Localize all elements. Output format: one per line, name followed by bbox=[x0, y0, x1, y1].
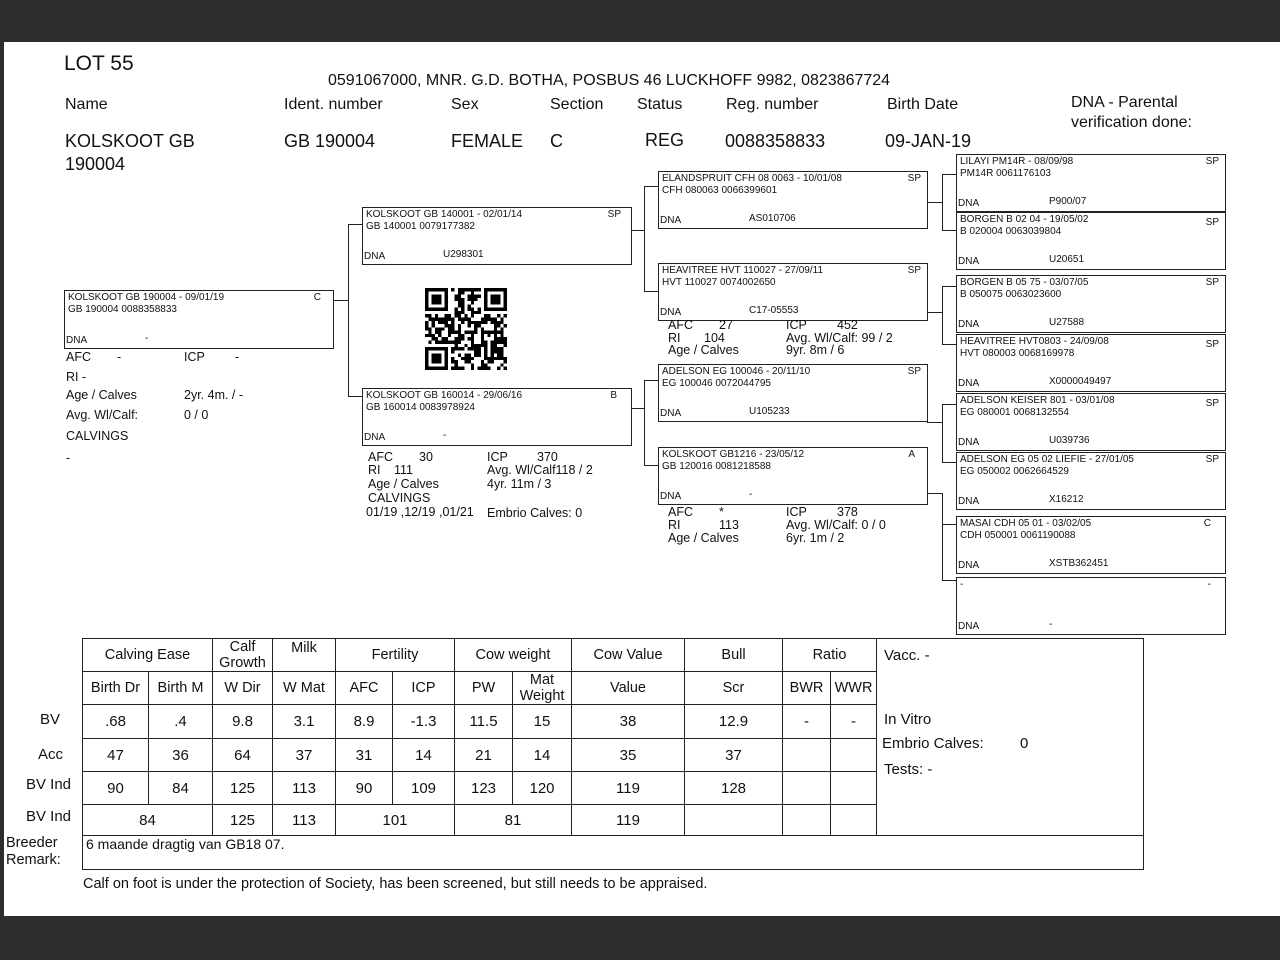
dd-afc-value: * bbox=[719, 505, 724, 519]
dd-avg: Avg. Wl/Calf: 0 / 0 bbox=[786, 518, 886, 532]
bvind-cell bbox=[783, 772, 831, 805]
sire-line2: GB 140001 0079177382 bbox=[366, 221, 475, 232]
gg4-line2: EG 080001 0068132554 bbox=[960, 407, 1069, 418]
sd-ri-label: RI bbox=[668, 331, 681, 345]
label-birth: Birth Date bbox=[887, 96, 959, 113]
sire-line1: KOLSKOOT GB 140001 - 02/01/14 bbox=[366, 209, 523, 220]
subheader-cell: Birth M bbox=[149, 672, 213, 705]
bvind-cell: 128 bbox=[685, 772, 783, 805]
sd-line1: HEAVITREE HVT 110027 - 27/09/11 bbox=[662, 265, 824, 276]
dd-line1: KOLSKOOT GB1216 - 23/05/12 bbox=[662, 449, 805, 460]
dam-ri-label: RI bbox=[368, 463, 381, 477]
gg5-line1: ADELSON EG 05 02 LIEFIE - 27/01/05 bbox=[960, 454, 1134, 465]
certificate-sheet bbox=[4, 42, 1280, 916]
gg5-code: SP bbox=[1205, 454, 1219, 465]
connector bbox=[942, 286, 943, 345]
subheader-cell: Birth Dr bbox=[83, 672, 149, 705]
pedigree-gg-box bbox=[956, 334, 1226, 392]
pedigree-sire-dam-box bbox=[658, 263, 928, 321]
connector bbox=[942, 580, 956, 581]
bv-cell: -1.3 bbox=[393, 705, 455, 739]
gg3-line1: HEAVITREE HVT0803 - 24/09/08 bbox=[960, 336, 1109, 347]
connector bbox=[348, 224, 362, 225]
connector bbox=[942, 174, 943, 231]
acc-cell: 14 bbox=[393, 739, 455, 772]
subheader-cell: AFC bbox=[336, 672, 393, 705]
label-section: Section bbox=[550, 96, 604, 113]
dd-ri-label: RI bbox=[668, 518, 681, 532]
gg0-line2: PM14R 0061176103 bbox=[960, 168, 1051, 179]
pedigree-dam-sire-box bbox=[658, 364, 928, 422]
subheader-cell: WWR bbox=[831, 672, 877, 705]
dam-dna-value: - bbox=[443, 430, 447, 441]
connector bbox=[942, 462, 956, 463]
connector bbox=[644, 380, 645, 466]
sd-age-value: 9yr. 8m / 6 bbox=[786, 343, 845, 357]
hdr-cow-weight: Cow weight bbox=[455, 639, 572, 672]
gg7-dna-label: DNA bbox=[958, 621, 980, 632]
self-line2: GB 190004 0088358833 bbox=[68, 304, 177, 315]
connector bbox=[942, 344, 956, 345]
dam-line1: KOLSKOOT GB 160014 - 29/06/16 bbox=[366, 390, 523, 401]
footer-note: Calf on foot is under the protection of Society, has been screened, but still needs to be appraised. bbox=[83, 876, 708, 892]
dam-afc-value: 30 bbox=[419, 450, 433, 464]
sd-line2: HVT 110027 0074002650 bbox=[662, 277, 776, 288]
self-avg-value: 0 / 0 bbox=[184, 408, 209, 422]
dam-code: B bbox=[610, 390, 617, 401]
connector bbox=[348, 224, 349, 397]
gg5-line2: EG 050002 0062664529 bbox=[960, 466, 1069, 477]
bvind2-calving: 84 bbox=[83, 805, 213, 836]
gg5-dna-label: DNA bbox=[958, 496, 980, 507]
acc-cell: 37 bbox=[685, 739, 783, 772]
dam-afc-label: AFC bbox=[368, 450, 393, 464]
label-dna-1: DNA - Parental bbox=[1071, 94, 1178, 111]
gg4-dna-label: DNA bbox=[958, 437, 980, 448]
connector bbox=[942, 524, 956, 525]
qr-code bbox=[422, 288, 510, 370]
animal-status: REG bbox=[645, 130, 685, 150]
row-label-bv: BV bbox=[40, 711, 61, 728]
gg4-code: SP bbox=[1205, 398, 1219, 409]
sire-code: SP bbox=[607, 209, 621, 220]
sd-age-label: Age / Calves bbox=[668, 343, 739, 357]
ss-dna-label: DNA bbox=[660, 215, 682, 226]
remark-label-1: Breeder bbox=[6, 835, 58, 851]
acc-cell: 35 bbox=[572, 739, 685, 772]
connector bbox=[942, 404, 943, 463]
acc-cell: 47 bbox=[83, 739, 149, 772]
bvind-cell: 120 bbox=[513, 772, 572, 805]
animal-reg: 0088358833 bbox=[725, 131, 826, 151]
acc-cell: 36 bbox=[149, 739, 213, 772]
self-avg-label: Avg. Wl/Calf: bbox=[66, 408, 139, 422]
bvind-cell: 119 bbox=[572, 772, 685, 805]
gg1-dna-value: U20651 bbox=[1049, 254, 1085, 265]
dam-line2: GB 160014 0083978924 bbox=[366, 402, 475, 413]
connector bbox=[942, 230, 956, 231]
gg5-dna-value: X16212 bbox=[1049, 494, 1084, 505]
sd-dna-value: C17-05553 bbox=[749, 305, 799, 316]
sd-code: SP bbox=[907, 265, 921, 276]
pedigree-dam-box bbox=[362, 388, 632, 446]
gg2-dna-value: U27588 bbox=[1049, 317, 1085, 328]
bv-cell: 11.5 bbox=[455, 705, 513, 739]
ss-line2: CFH 080063 0066399601 bbox=[662, 185, 778, 196]
bv-cell: 12.9 bbox=[685, 705, 783, 739]
breeding-values-table bbox=[82, 638, 1144, 870]
bvind-cell: 90 bbox=[336, 772, 393, 805]
connector bbox=[631, 408, 644, 409]
embrio-value: 0 bbox=[1020, 735, 1029, 752]
sd-dna-label: DNA bbox=[660, 307, 682, 318]
gg7-code: - bbox=[1207, 579, 1211, 590]
bv-cell: .68 bbox=[83, 705, 149, 739]
connector bbox=[348, 396, 362, 397]
hdr-fertility: Fertility bbox=[336, 639, 455, 672]
label-reg: Reg. number bbox=[726, 96, 819, 113]
invitro-text: In Vitro bbox=[884, 711, 932, 728]
acc-cell: 31 bbox=[336, 739, 393, 772]
connector bbox=[644, 186, 645, 292]
dam-dna-label: DNA bbox=[364, 432, 386, 443]
gg7-dna-value: - bbox=[1049, 619, 1053, 630]
row-label-bvind: BV Ind bbox=[26, 776, 72, 793]
remark-label-2: Remark: bbox=[6, 852, 61, 868]
pedigree-gg-box bbox=[956, 516, 1226, 574]
subheader-cell: Value bbox=[572, 672, 685, 705]
pedigree-dam-dam-box bbox=[658, 447, 928, 505]
dd-age-value: 6yr. 1m / 2 bbox=[786, 531, 845, 545]
hdr-calving-ease: Calving Ease bbox=[83, 639, 213, 672]
gg4-line1: ADELSON KEISER 801 - 03/01/08 bbox=[960, 395, 1115, 406]
dam-calvings-list: 01/19 ,12/19 ,01/21 bbox=[366, 505, 474, 519]
dd-dna-label: DNA bbox=[660, 491, 682, 502]
dd-dna-value: - bbox=[749, 489, 753, 500]
dam-age-label: Age / Calves bbox=[368, 477, 439, 491]
self-afc-label: AFC bbox=[66, 350, 91, 364]
gg3-dna-label: DNA bbox=[958, 378, 980, 389]
bvind2-wmat: 113 bbox=[273, 805, 336, 836]
connector bbox=[333, 300, 348, 301]
gg3-line2: HVT 080003 0068169978 bbox=[960, 348, 1075, 359]
hdr-bull: Bull bbox=[685, 639, 783, 672]
pedigree-gg-box bbox=[956, 212, 1226, 270]
dam-calvings-label: CALVINGS bbox=[368, 491, 431, 505]
subheader-cell: W Mat bbox=[273, 672, 336, 705]
self-ri: RI - bbox=[66, 370, 87, 384]
ds-code: SP bbox=[907, 366, 921, 377]
bvind2-value: 119 bbox=[572, 805, 685, 836]
animal-sex: FEMALE bbox=[451, 131, 524, 151]
bvind-cell: 90 bbox=[83, 772, 149, 805]
ds-dna-value: U105233 bbox=[749, 406, 790, 417]
connector bbox=[644, 465, 658, 466]
bvind-cell bbox=[831, 772, 877, 805]
bv-cell: 8.9 bbox=[336, 705, 393, 739]
hdr-ratio: Ratio bbox=[783, 639, 877, 672]
pedigree-gg-box bbox=[956, 154, 1226, 212]
dd-age-label: Age / Calves bbox=[668, 531, 739, 545]
bvind-cell: 84 bbox=[149, 772, 213, 805]
gg6-dna-label: DNA bbox=[958, 560, 980, 571]
acc-cell bbox=[783, 739, 831, 772]
acc-cell: 14 bbox=[513, 739, 572, 772]
dd-code: A bbox=[908, 449, 915, 460]
gg2-dna-label: DNA bbox=[958, 319, 980, 330]
self-dna-value: - bbox=[145, 333, 149, 344]
gg6-code: C bbox=[1203, 518, 1211, 529]
gg0-line1: LILAYI PM14R - 08/09/98 bbox=[960, 156, 1074, 167]
self-age-value: 2yr. 4m. / - bbox=[184, 388, 244, 402]
bvind2-fertility: 101 bbox=[336, 805, 455, 836]
acc-cell bbox=[831, 739, 877, 772]
gg2-line2: B 050075 0063023600 bbox=[960, 289, 1062, 300]
subheader-cell: W Dir bbox=[213, 672, 273, 705]
vacc-text: Vacc. - bbox=[884, 647, 930, 664]
dd-icp-label: ICP bbox=[786, 505, 807, 519]
bvind-cell: 113 bbox=[273, 772, 336, 805]
dam-icp-label: ICP bbox=[487, 450, 508, 464]
pedigree-sire-sire-box bbox=[658, 171, 928, 229]
label-status: Status bbox=[637, 96, 683, 113]
gg6-line2: CDH 050001 0061190088 bbox=[960, 530, 1076, 541]
dam-age-value: 4yr. 11m / 3 bbox=[487, 477, 552, 491]
pedigree-gg-box bbox=[956, 393, 1226, 451]
self-code: C bbox=[313, 292, 321, 303]
gg0-dna-label: DNA bbox=[958, 198, 980, 209]
gg7-line1: - bbox=[960, 579, 964, 590]
gg6-dna-value: XSTB362451 bbox=[1049, 558, 1109, 569]
acc-cell: 37 bbox=[273, 739, 336, 772]
animal-birth: 09-JAN-19 bbox=[885, 131, 972, 151]
dam-icp-value: 370 bbox=[537, 450, 558, 464]
bvind2-bull bbox=[685, 805, 783, 836]
subheader-cell: BWR bbox=[783, 672, 831, 705]
ss-dna-value: AS010706 bbox=[749, 213, 796, 224]
self-age-label: Age / Calves bbox=[66, 388, 137, 402]
gg3-dna-value: X0000049497 bbox=[1049, 376, 1112, 387]
self-icp-label: ICP bbox=[184, 350, 205, 364]
self-line1: KOLSKOOT GB 190004 - 09/01/19 bbox=[68, 292, 225, 303]
bvind2-bwr bbox=[783, 805, 831, 836]
acc-cell: 21 bbox=[455, 739, 513, 772]
dd-icp-value: 378 bbox=[837, 505, 858, 519]
pedigree-sire-box bbox=[362, 207, 632, 265]
dd-afc-label: AFC bbox=[668, 505, 693, 519]
gg2-code: SP bbox=[1205, 277, 1219, 288]
ds-dna-label: DNA bbox=[660, 408, 682, 419]
connector bbox=[644, 380, 658, 381]
animal-name-1: KOLSKOOT GB bbox=[65, 131, 195, 151]
hdr-milk: Milk bbox=[273, 639, 336, 672]
bv-cell: 15 bbox=[513, 705, 572, 739]
remark-text: 6 maande dragtig van GB18 07. bbox=[83, 836, 1144, 870]
animal-name-2: 190004 bbox=[65, 154, 126, 174]
bv-cell: .4 bbox=[149, 705, 213, 739]
subheader-cell: PW bbox=[455, 672, 513, 705]
pedigree-gg-box bbox=[956, 452, 1226, 510]
self-icp-value: - bbox=[235, 350, 240, 364]
connector bbox=[644, 186, 658, 187]
dam-ri-value: 111 bbox=[394, 463, 414, 477]
dd-line2: GB 120016 0081218588 bbox=[662, 461, 771, 472]
remark-row bbox=[83, 836, 1144, 870]
connector bbox=[942, 493, 943, 581]
subheader-cell: Scr bbox=[685, 672, 783, 705]
pedigree-gg-box bbox=[956, 275, 1226, 333]
connector bbox=[927, 422, 942, 423]
gg0-dna-value: P900/07 bbox=[1049, 196, 1087, 207]
pedigree-gg-box bbox=[956, 577, 1226, 635]
self-calvings-label: CALVINGS bbox=[66, 429, 129, 443]
label-sex: Sex bbox=[451, 96, 479, 113]
self-dna-label: DNA bbox=[66, 335, 88, 346]
connector bbox=[644, 291, 658, 292]
gg4-dna-value: U039736 bbox=[1049, 435, 1090, 446]
sd-afc-label: AFC bbox=[668, 318, 693, 332]
sire-dna-label: DNA bbox=[364, 251, 386, 262]
gg1-code: SP bbox=[1205, 217, 1219, 228]
self-calvings-value: - bbox=[66, 451, 71, 465]
hdr-cow-value: Cow Value bbox=[572, 639, 685, 672]
bv-cell: - bbox=[783, 705, 831, 739]
subheader-cell: Mat Weight bbox=[513, 672, 572, 705]
dd-ri-value: 113 bbox=[719, 518, 739, 532]
label-dna-2: verification done: bbox=[1071, 114, 1192, 131]
tests-text: Tests: - bbox=[884, 761, 933, 778]
sd-afc-value: 27 bbox=[719, 318, 733, 332]
gg1-dna-label: DNA bbox=[958, 256, 980, 267]
ss-code: SP bbox=[907, 173, 921, 184]
ds-line2: EG 100046 0072044795 bbox=[662, 378, 771, 389]
sd-ri-value: 104 bbox=[704, 331, 725, 345]
row-label-acc: Acc bbox=[38, 746, 64, 763]
bv-cell: - bbox=[831, 705, 877, 739]
sire-dna-value: U298301 bbox=[443, 249, 484, 260]
connector bbox=[927, 312, 942, 313]
embrio-label: Embrio Calves: bbox=[882, 735, 984, 752]
connector bbox=[942, 404, 956, 405]
hdr-calf-growth: Calf Growth bbox=[213, 639, 273, 672]
animal-section: C bbox=[550, 131, 563, 151]
notes-cell bbox=[877, 639, 1144, 836]
sd-icp-value: 452 bbox=[837, 318, 858, 332]
connector bbox=[631, 230, 644, 231]
sd-icp-label: ICP bbox=[786, 318, 807, 332]
gg1-line2: B 020004 0063039804 bbox=[960, 226, 1062, 237]
bv-cell: 38 bbox=[572, 705, 685, 739]
animal-ident: GB 190004 bbox=[284, 131, 376, 151]
bvind2-cow-weight: 81 bbox=[455, 805, 572, 836]
bvind2-wdir: 125 bbox=[213, 805, 273, 836]
label-ident: Ident. number bbox=[284, 96, 383, 113]
ss-line1: ELANDSPRUIT CFH 08 0063 - 10/01/08 bbox=[662, 173, 842, 184]
gg6-line1: MASAI CDH 05 01 - 03/02/05 bbox=[960, 518, 1092, 529]
bvind-cell: 125 bbox=[213, 772, 273, 805]
dam-embrio: Embrio Calves: 0 bbox=[487, 506, 583, 520]
gg3-code: SP bbox=[1205, 339, 1219, 350]
ds-line1: ADELSON EG 100046 - 20/11/10 bbox=[662, 366, 811, 377]
lot-number: LOT 55 bbox=[64, 52, 134, 75]
connector bbox=[927, 493, 942, 494]
owner-line: 0591067000, MNR. G.D. BOTHA, POSBUS 46 LUCKHOFF 9982, 0823867724 bbox=[328, 72, 891, 89]
sd-avg: Avg. Wl/Calf: 99 / 2 bbox=[786, 331, 893, 345]
dam-avg: Avg. Wl/Calf118 / 2 bbox=[487, 463, 593, 477]
gg2-line1: BORGEN B 05 75 - 03/07/05 bbox=[960, 277, 1089, 288]
label-name: Name bbox=[65, 96, 108, 113]
self-afc-value: - bbox=[117, 350, 122, 364]
bv-cell: 3.1 bbox=[273, 705, 336, 739]
connector bbox=[942, 174, 956, 175]
bvind-cell: 109 bbox=[393, 772, 455, 805]
bvind-cell: 123 bbox=[455, 772, 513, 805]
bv-cell: 9.8 bbox=[213, 705, 273, 739]
pedigree-self-box bbox=[64, 290, 334, 349]
gg0-code: SP bbox=[1205, 156, 1219, 167]
gg1-line1: BORGEN B 02 04 - 19/05/02 bbox=[960, 214, 1089, 225]
connector bbox=[927, 202, 942, 203]
subheader-cell: ICP bbox=[393, 672, 455, 705]
acc-cell: 64 bbox=[213, 739, 273, 772]
bvind2-wwr bbox=[831, 805, 877, 836]
connector bbox=[942, 286, 956, 287]
row-label-bvind-2: BV Ind bbox=[26, 808, 72, 825]
